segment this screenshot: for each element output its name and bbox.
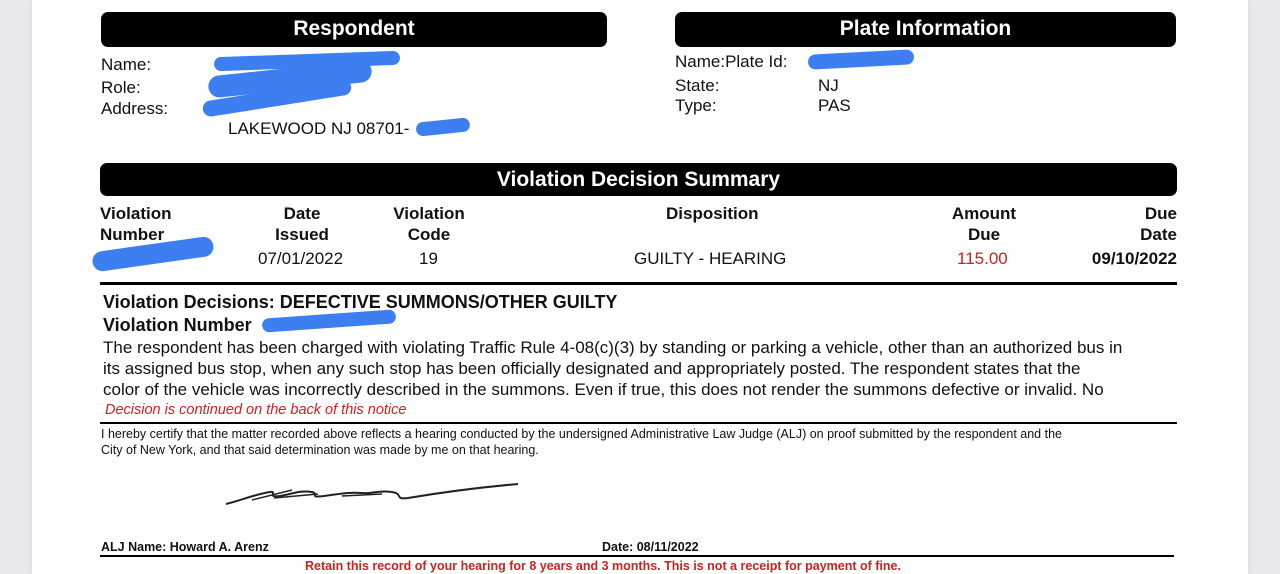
plate-state-label: State:: [675, 76, 720, 95]
certification-line: I hereby certify that the matter recorded above reflects a hearing conducted by the undersigned Administrative Law Judge (ALJ) on proof submitted by the respondent and the: [101, 427, 1062, 441]
decision-text-line: its assigned bus stop, when any such stop has been officially designated and appropriately posted. The respondent states that the: [103, 359, 1081, 378]
row-violation-code: 19: [419, 249, 438, 268]
plate-name-id-label: Name:Plate Id:: [675, 52, 788, 71]
row-due-date: 09/10/2022: [1091, 249, 1177, 268]
continued-note: Decision is continued on the back of this notice: [105, 402, 407, 418]
col-due-date: Due Date: [1140, 204, 1177, 244]
plate-type-value: PAS: [818, 96, 851, 115]
col-violation-number: Violation Number: [100, 204, 172, 244]
col-violation-code: Violation Code: [393, 204, 465, 244]
respondent-header: Respondent: [101, 12, 607, 47]
plate-type-label: Type:: [675, 96, 717, 115]
summary-header: Violation Decision Summary: [100, 163, 1177, 196]
violation-decisions-value: DEFECTIVE SUMMONS/OTHER GUILTY: [279, 292, 618, 312]
respondent-address-line2: LAKEWOOD NJ 08701-: [228, 119, 410, 138]
decision-text-line: color of the vehicle was incorrectly described in the summons. Even if true, this does not render the summons defective or invalid. No: [103, 380, 1104, 399]
respondent-address-label: Address:: [101, 99, 169, 118]
alj-name: ALJ Name: Howard A. Arenz: [101, 540, 269, 554]
retain-notice: Retain this record of your hearing for 8 years and 3 months. This is not a receipt for payment of fine.: [305, 559, 901, 573]
violation-number-label: Violation Number: [103, 315, 252, 335]
row-disposition: GUILTY - HEARING: [634, 249, 787, 268]
divider: [100, 422, 1177, 424]
respondent-role-label: Role:: [101, 78, 141, 97]
plate-header: Plate Information: [675, 12, 1176, 47]
violation-decisions-line: Violation Decisions: DEFECTIVE SUMMONS/OTHER GUILTY: [103, 292, 618, 312]
col-date-issued: Date Issued: [275, 204, 329, 244]
col-disposition: Disposition: [666, 204, 759, 223]
row-date-issued: 07/01/2022: [258, 249, 344, 268]
violation-decisions-label: Violation Decisions: [103, 292, 269, 312]
plate-state-value: NJ: [818, 76, 839, 95]
respondent-name-label: Name:: [101, 55, 152, 74]
col-amount-due: Amount Due: [951, 204, 1017, 244]
divider: [100, 282, 1177, 285]
certification-line: City of New York, and that said determination was made by me on that hearing.: [101, 443, 539, 457]
decision-text-line: The respondent has been charged with violating Traffic Rule 4-08(c)(3) by standing or parking a vehicle, other than an authorized bus in: [103, 338, 1123, 357]
row-amount-due: 115.00: [957, 249, 1008, 268]
decision-date: Date: 08/11/2022: [602, 540, 699, 554]
alj-signature: [222, 476, 522, 508]
divider: [100, 555, 1174, 557]
